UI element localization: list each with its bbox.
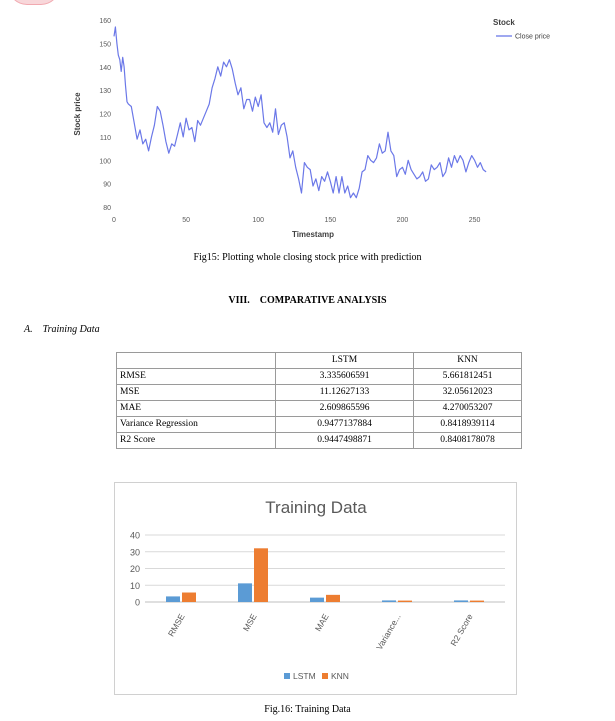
- table-cell-lstm: 2.609865596: [276, 401, 414, 417]
- x-tick-label: 50: [182, 217, 191, 224]
- legend-swatch-knn: [322, 673, 328, 679]
- x-tick-label: MSE: [240, 612, 259, 633]
- table-row: [117, 401, 522, 417]
- table-header-cell: [117, 353, 276, 369]
- y-tick-label: 90: [103, 181, 111, 189]
- table-header-row: [117, 353, 522, 369]
- x-tick-label: 150: [324, 217, 337, 224]
- y-tick-label: 10: [129, 580, 140, 591]
- table-cell-lstm: 0.9477137884: [276, 417, 414, 433]
- table-cell-lstm: 11.12627133: [276, 385, 414, 401]
- x-tick-label: MAE: [312, 612, 331, 633]
- y-tick-label: 130: [99, 88, 111, 96]
- table-row: [117, 385, 522, 401]
- bar-knn: [398, 601, 412, 602]
- table-cell-lstm: 0.9447498871: [276, 433, 414, 449]
- table-cell-lstm: 3.335606591: [276, 369, 414, 385]
- table-cell-knn: 0.8418939114: [414, 417, 522, 433]
- legend-swatch-lstm: [284, 673, 290, 679]
- bar-lstm: [454, 600, 468, 602]
- y-tick-label: 20: [129, 564, 140, 574]
- y-tick-label: 80: [103, 205, 111, 212]
- bar-knn: [470, 601, 484, 602]
- table-header-cell: KNN: [414, 353, 522, 369]
- section-number: VIII.: [228, 295, 250, 306]
- bar-knn: [182, 593, 196, 602]
- section-title: COMPARATIVE ANALYSIS: [259, 295, 387, 306]
- section-heading: [0, 295, 615, 306]
- y-tick-label: 140: [99, 64, 111, 72]
- figure-15-caption: Fig15: Plotting whole closing stock price with prediction: [193, 252, 422, 263]
- x-axis-label: Timestamp: [291, 230, 335, 239]
- y-tick-label: 30: [129, 547, 140, 558]
- table-cell-knn: 4.270053207: [414, 401, 522, 417]
- bar-knn: [326, 595, 340, 602]
- figure-16-caption: Fig.16: Training Data: [264, 704, 351, 715]
- legend-title: Stock: [493, 18, 515, 27]
- legend-label: Close price: [515, 33, 551, 41]
- chart-title: Training Data: [265, 498, 367, 517]
- y-tick-label: 150: [99, 41, 111, 49]
- table-cell-knn: 32.05612023: [414, 385, 522, 401]
- y-tick-label: 160: [99, 18, 111, 25]
- x-tick-label: R2 Score: [448, 612, 475, 648]
- table-cell-metric: RMSE: [117, 369, 276, 385]
- x-tick-label: 0: [112, 217, 116, 224]
- x-tick-label: 200: [396, 217, 409, 224]
- x-tick-label: RMSE: [165, 612, 187, 639]
- y-axis-label: Stock price: [73, 92, 82, 136]
- y-tick-label: 100: [99, 158, 111, 166]
- bar-lstm: [382, 600, 396, 602]
- table-cell-metric: R2 Score: [117, 433, 276, 449]
- close-price-line: [114, 27, 486, 198]
- table-cell-metric: MAE: [117, 401, 276, 417]
- subsection-heading: [24, 324, 100, 335]
- table-header-cell: LSTM: [276, 353, 414, 369]
- y-tick-label: 0: [134, 597, 140, 608]
- x-tick-label: 250: [468, 217, 481, 224]
- legend-label: KNN: [331, 671, 349, 681]
- y-tick-label: 40: [129, 530, 140, 541]
- table-row: [117, 433, 522, 449]
- bar-knn: [254, 548, 268, 602]
- x-tick-label: 100: [252, 217, 265, 224]
- table-cell-metric: Variance Regression: [117, 417, 276, 433]
- table-row: [117, 369, 522, 385]
- table-cell-metric: MSE: [117, 385, 276, 401]
- subsection-title: Training Data: [42, 324, 100, 335]
- table-cell-knn: 5.661812451: [414, 369, 522, 385]
- closing-price-line-chart: [0, 0, 615, 250]
- bar-lstm: [238, 583, 252, 602]
- y-tick-label: 110: [99, 134, 111, 142]
- table-cell-knn: 0.8408178078: [414, 433, 522, 449]
- training-data-bar-chart: [114, 482, 517, 695]
- subsection-number: A.: [24, 324, 33, 335]
- bar-lstm: [166, 596, 180, 602]
- bar-lstm: [310, 598, 324, 602]
- legend-label: LSTM: [293, 671, 316, 681]
- x-tick-label: Variance...: [374, 612, 403, 652]
- y-tick-label: 120: [99, 111, 111, 119]
- metrics-table: [116, 352, 522, 449]
- table-row: [117, 417, 522, 433]
